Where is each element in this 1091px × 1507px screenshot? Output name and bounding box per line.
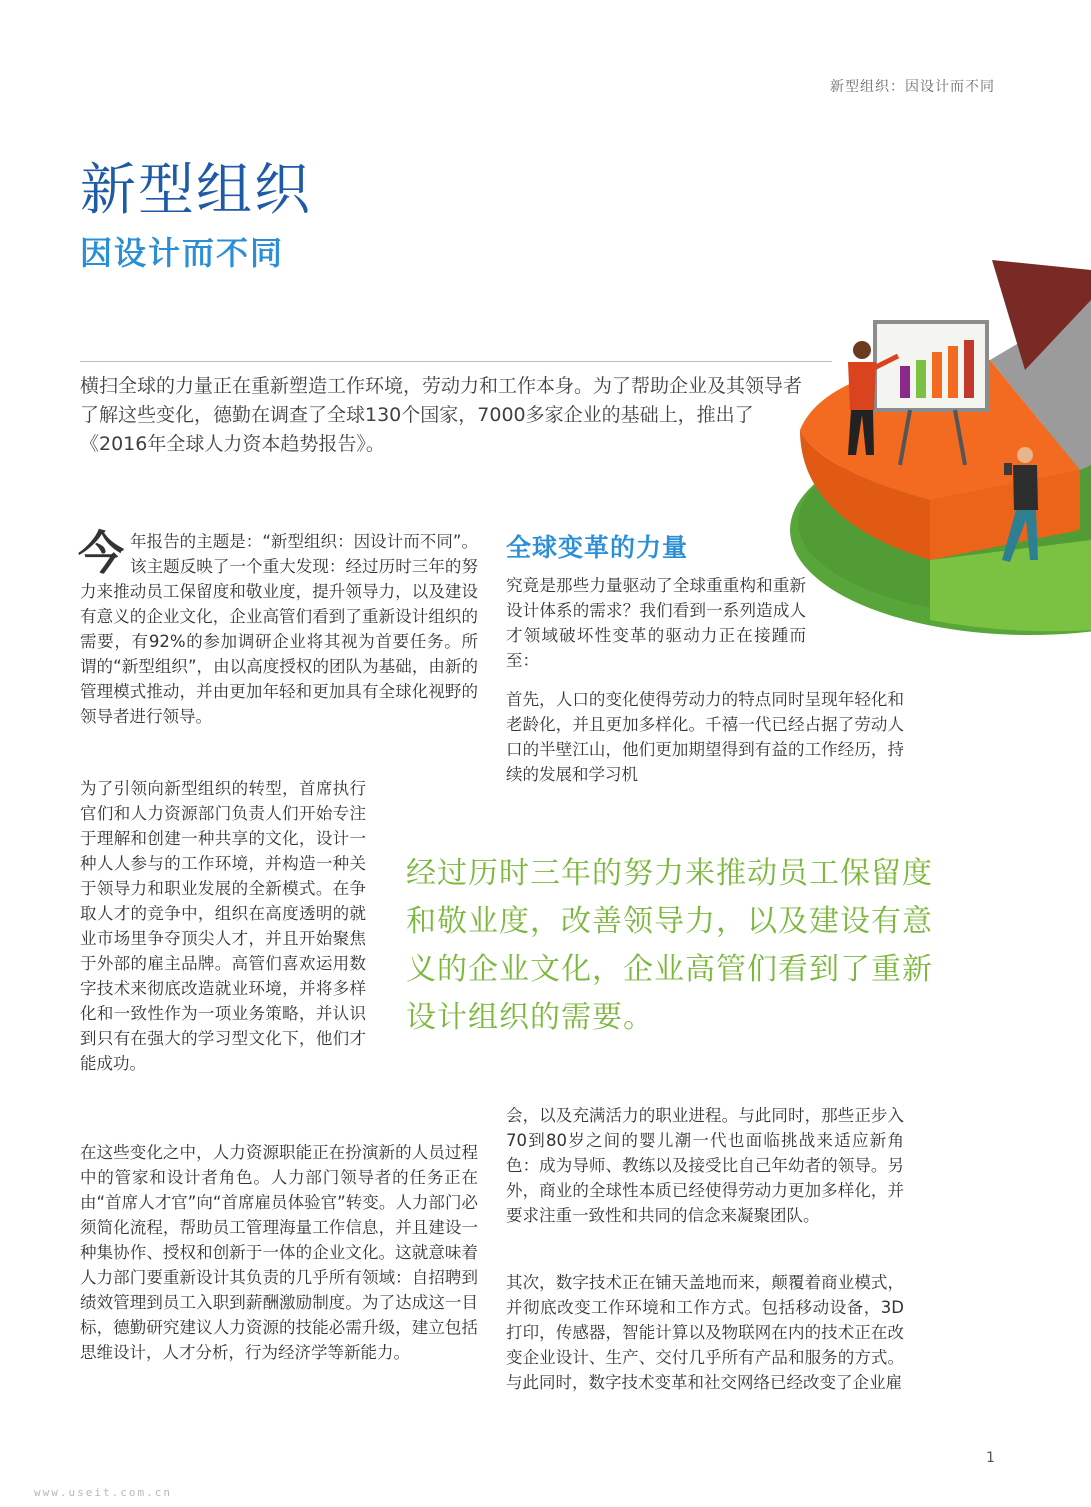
page-title: 新型组织 <box>80 158 312 223</box>
paragraph-text: 年报告的主题是：“新型组织：因设计而不同”。该主题反映了一个重大发现：经过历时三年的努力来推动员工保留度和敬业度，提升领导力，以及建设有意义的企业文化，企业高管们看到了重新设计组织的需要，有92%的参加调研企业将其视为首要任务。所谓的“新型组织”，由以高度授权的团队为基础，由新的管理模式推动，并由更加年轻和更加具有全球化视野的领导者进行领导。 <box>80 532 478 726</box>
body-paragraph: 为了引领向新型组织的转型，首席执行官们和人力资源部门负责人们开始专注于理解和创建一种共享的文化，设计一种人人参与的工作环境，并构造一种关于领导力和职业发展的全新模式。在争取人才的竞争中，组织在高度透明的就业市场里争夺顶尖人才，并且开始聚焦于外部的雇主品牌。高管们喜欢运用数字技术来彻底改造就业环境，并将多样化和一致性作为一项业务策略，并认识到只有在强大的学习型文化下，他们才能成功。 <box>80 779 366 1073</box>
pie-chart-illustration <box>780 260 1091 650</box>
person-figure <box>1017 447 1033 463</box>
running-header: 新型组织：因设计而不同 <box>830 79 995 95</box>
body-paragraph <box>78 526 478 729</box>
body-paragraph: 会，以及充满活力的职业进程。与此同时，那些正步入70到80岁之间的婴儿潮一代也面临挑战来适应新角色：成为导师、教练以及接受比自己年幼者的领导。另外，商业的全球性本质已经使得劳动力更加多样化，并要求注重一致性和共同的信念来凝聚团队。 <box>506 1106 904 1225</box>
intro-paragraph: 横扫全球的力量正在重新塑造工作环境，劳动力和工作本身。为了帮助企业及其领导者了解这些变化，德勤在调查了全球130个国家，7000多家企业的基础上，推出了《2016年全球人力资本趋势报告》。 <box>80 375 803 455</box>
body-paragraph: 在这些变化之中，人力资源职能正在扮演新的人员过程中的管家和设计者角色。人力部门领导者的任务正在由“首席人才官”向“首席雇员体验官”转变。人力部门必须简化流程，帮助员工管理海量工作信息，并且建设一种集协作、授权和创新于一体的企业文化。这就意味着人力部门要重新设计其负责的几乎所有领域：自招聘到绩效管理到员工入职到薪酬激励制度。为了达成这一目标，德勤研究建议人力资源的技能必需升级，建立包括思维设计，人才分析，行为经济学等新能力。 <box>80 1143 478 1362</box>
section-heading: 全球变革的力量 <box>506 533 689 562</box>
presenter-figure <box>853 341 871 359</box>
divider-rule <box>80 361 832 362</box>
page-number: 1 <box>986 1450 995 1466</box>
body-paragraph: 首先，人口的变化使得劳动力的特点同时呈现年轻化和老龄化，并且更加多样化。千禧一代已经占据了劳动人口的半壁江山，他们更加期望得到有益的工作经历，持续的发展和学习机 <box>506 690 904 784</box>
pull-quote: 经过历时三年的努力来推动员工保留度和敬业度，改善领导力，以及建设有意义的企业文化，企业高管们看到了重新设计组织的需要。 <box>406 856 933 1035</box>
body-paragraph: 其次，数字技术正在铺天盖地而来，颠覆着商业模式，并彻底改变工作环境和工作方式。包括移动设备，3D打印，传感器，智能计算以及物联网在内的技术正在改变企业设计、生产、交付几乎所有产品和服务的方式。与此同时，数字技术变革和社交网络已经改变了企业雇 <box>506 1273 904 1392</box>
watermark: www.useit.com.cn <box>34 1486 172 1499</box>
body-paragraph: 究竟是那些力量驱动了全球重重构和重新设计体系的需求？我们看到一系列造成人才领域破坏性变革的驱动力正在接踵而至： <box>506 576 806 670</box>
dropcap: 今 <box>78 526 124 580</box>
page-subtitle: 因设计而不同 <box>80 234 285 272</box>
